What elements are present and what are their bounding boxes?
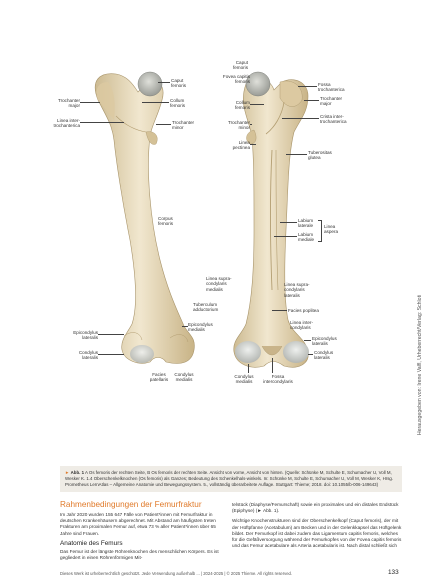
femur-figure bbox=[53, 20, 403, 465]
leader-line bbox=[298, 86, 317, 87]
side-credit: Herausgegeben von: Irene Valfl, Urheberrecht/Verlag: Schloti bbox=[417, 294, 423, 436]
paragraph: telstück (Diaphyse/Femurschaft) sowie ein proximales und ein distales Endstück (Epiphyse) (► Abb. 1). bbox=[232, 502, 399, 514]
paragraph: Wichtige Knochenstrukturen sind der Oberschenkelkopf (Caput femoris), der mit der Hüftpfanne (Acetabulum) am Becken und in der Gelenkkapsel das Hüftgelenk bildet. Der Femurkopf ist dabei zudem das Ligamentum capitis femoris, welches für die Gefäßversorgung während der Femurkopfes von der Fovea capitis femoris und das Femur acetabulare als Arteria acetabularis ist. Nach distal schließt sich bbox=[232, 518, 402, 549]
label-linea-intercondylaris: Linea inter- condylaris bbox=[290, 320, 313, 331]
femur-anterior-view bbox=[95, 72, 194, 364]
condyle-lateral-posterior bbox=[283, 341, 309, 363]
caption-marker: ► bbox=[65, 470, 70, 475]
label-trochanter-major-posterior: Trochanter major bbox=[320, 96, 343, 107]
label-linea-supracondylaris-lateralis: Linea supra- condylaris lateralis bbox=[284, 282, 310, 298]
leader-line bbox=[250, 124, 252, 125]
right-column bbox=[232, 502, 402, 549]
leader-line bbox=[282, 118, 319, 119]
leader-line bbox=[182, 326, 188, 327]
page-number: 133 bbox=[388, 569, 399, 576]
label-labium-mediale: Labium mediale bbox=[298, 232, 315, 243]
subheading: Anatomie des Femurs bbox=[60, 539, 123, 547]
figure-caption bbox=[60, 466, 402, 492]
label-tuberculum-adductorium: Tuberculum adductorium bbox=[193, 302, 219, 313]
label-collum-femoris-anterior: Collum femoris bbox=[170, 98, 186, 109]
patellar-surface-anterior bbox=[130, 345, 154, 363]
footer-text: Dieses Werk ist urheberrechtlich geschützt. Jede Verwendung außerhalb ... | 2024-2025 | © 2025 Thieme. All rights reserved. bbox=[60, 571, 293, 576]
label-tuberositas-glutea: Tuberositas glutea bbox=[308, 150, 332, 161]
leader-line bbox=[308, 354, 313, 355]
leader-line bbox=[250, 144, 256, 145]
label-epicondylus-medialis-anterior: Epicondylus medialis bbox=[188, 322, 213, 333]
left-column bbox=[60, 500, 222, 561]
leader-line bbox=[280, 222, 297, 223]
label-linea-supracondylaris-medialis: Linea supra- condylaris medialis bbox=[206, 276, 232, 292]
paragraph: Im Jahr 2020 wurden 155 647 Fälle von Patient*innen mit Femurfraktur in deutschen Krankenhäusern abgerechnet. Mit Abstand am häufigsten treten Frakturen am proximalen Femur auf, etwa 73 % aller Patient*innen über 65 Jahre sind Frauen. bbox=[60, 512, 216, 536]
leader-line bbox=[274, 236, 297, 237]
section-heading: Rahmenbedingungen der Femurfraktur bbox=[60, 500, 202, 509]
label-epicondylus-lateralis-posterior: Epicondylus lateralis bbox=[312, 336, 337, 347]
label-condylus-lateralis-posterior: Condylus lateralis bbox=[314, 350, 334, 361]
leader-line bbox=[142, 102, 169, 103]
label-linea-pectinea: Linea pectinea bbox=[232, 140, 250, 151]
label-collum-femoris-posterior: Collum femoris bbox=[234, 100, 250, 111]
leader-line bbox=[304, 340, 311, 341]
caption-label: Abb. 1 bbox=[70, 470, 85, 475]
label-linea-intertrochanterica: Linea inter- trochanterica bbox=[53, 118, 80, 129]
leader-line bbox=[250, 104, 264, 105]
leader-line bbox=[286, 154, 307, 155]
label-trochanter-minor-anterior: Trochanter minor bbox=[172, 120, 195, 131]
label-labium-laterale: Labium laterale bbox=[298, 218, 314, 229]
label-facies-poplitea: Facies poplitea bbox=[288, 308, 319, 313]
label-caput-femoris-posterior: Caput femoris bbox=[232, 60, 248, 71]
label-condylus-medialis-posterior: Condylus medialis bbox=[234, 374, 254, 385]
label-condylus-medialis-anterior: Condylus medialis bbox=[174, 372, 194, 383]
leader-line bbox=[98, 334, 124, 335]
linea-aspera-bracket bbox=[318, 220, 322, 242]
leader-line bbox=[248, 364, 249, 373]
label-trochanter-minor-posterior: Trochanter minor bbox=[227, 120, 250, 131]
leader-line bbox=[156, 124, 171, 125]
label-epicondylus-lateralis-anterior: Epicondylus lateralis bbox=[73, 330, 98, 341]
label-fossa-trochanterica: Fossa trochanterica bbox=[318, 82, 345, 93]
label-corpus-femoris: Corpus femoris bbox=[158, 216, 174, 227]
label-facies-patellaris: Facies patellaris bbox=[149, 372, 169, 383]
leader-line bbox=[80, 122, 124, 123]
label-fossa-intercondylaris: Fossa intercondylaris bbox=[263, 374, 293, 385]
label-condylus-lateralis-anterior: Condylus lateralis bbox=[78, 350, 98, 361]
leader-line bbox=[158, 82, 170, 83]
condyle-medial-posterior bbox=[235, 341, 261, 363]
caption-text: A Os femoris der rechten Seite, B Os femoris der rechten Seite. Ansicht von vorne, Ansicht von hinten. (Quelle: Schünke M, Schulte E, Schumacher U, Voll M, Wesker K. 1.4 Oberschenkelknochen (Os femoris) als Ganzes; Bedeutung des Schenkelhals-winkels. In: Schünke M, Schulte E, Schumacher U, Voll M, Wesker K, Hrsg. Prometheus LernAtlas – Allgemeine Anatomie und Bewegungssystem. 5., vollständig überarbeitete Auflage. Stuttgart: Thieme; 2018. doi: 10.1055/b-006-149643) bbox=[65, 470, 394, 487]
leader-line bbox=[80, 102, 100, 103]
label-trochanter-major-anterior: Trochanter major bbox=[57, 98, 80, 109]
label-crista-intertrochanterica: Crista inter- trochanterica bbox=[320, 114, 347, 125]
leader-line bbox=[272, 310, 287, 311]
label-fovea-capitis-femoris: Fovea capitis femoris bbox=[222, 74, 250, 85]
leader-line bbox=[272, 358, 273, 373]
femur-illustration bbox=[58, 20, 403, 465]
leader-line bbox=[304, 100, 319, 101]
label-linea-aspera: Linea aspera bbox=[324, 224, 339, 235]
femoral-head-anterior bbox=[138, 72, 162, 96]
label-caput-femoris-anterior: Caput femoris bbox=[171, 78, 187, 89]
leader-line bbox=[98, 354, 124, 355]
paragraph: Das Femur ist der längste Röhrenknochen des menschlichen Körpers. Es ist gegliedert in einen Röhrenförmigen Mit- bbox=[60, 548, 219, 561]
